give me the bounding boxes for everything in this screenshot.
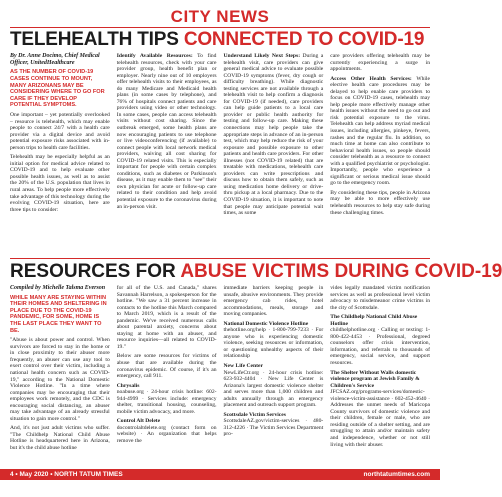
resource-name: The Shelter Without Walls domestic violence program at Jewish Family & Children's Service bbox=[330, 369, 420, 389]
para-text: During a telehealth visit, care providers can give general medical advice to evaluate possible COVID-19 symptoms (fever, dry cough or difficulty breathing). While diagnostic testing services are not available through a telehealth visit to help confirm a diagnosis for COVID-19 (if needed), care providers can help guide patients to a local care provider or public health authority for testing and follow-up care. Making these connections may help people take the appropriate steps in advance of an in-person test, which may help reduce the risk of your exposure and possible exposure to other patients and health care providers. For other illnesses (not COVID-19 related) that are treatable with medications, telehealth care providers can write prescriptions and discuss how to obtain them safely, such as using medication home delivery or drive-thru pickup at a local pharmacy. Due to the COVID-19 situation, it is important to note that people may anticipate potential wait times, as some bbox=[223, 53, 324, 217]
resource-details: thehotline.org/help · 1-800-799-7233 · For anyone who is experiencing domestic violence, seeking resources or information, or questioning unhealthy aspects of their relationship bbox=[223, 327, 324, 360]
article1-headline bbox=[10, 29, 430, 50]
article2-lead: WHILE MANY ARE STAYING WITHIN THEIR HOMES AND SHELTERING IN PLACE DUE TO THE COVID-19 PANDEMIC, FOR SOME, HOME IS THE LAST PLACE THEY WANT TO BE. bbox=[10, 294, 107, 334]
header-rule bbox=[10, 27, 430, 28]
article2-para: And, it's not just adult victims who suffer. "The Childhelp National Child Abuse Hotline is headquartered here in Arizona, but it's the child abuse hotline bbox=[10, 425, 110, 452]
article2-para: for all of the U.S. and Canada," shares Savannah Harrelson, a spokesperson for the hotline. "We saw a 31 percent increase in contacts to the hotline this March compared to March 2019, which is a result of the pandemic. We've received numerous calls about parental anxiety, concerns about staying at home with an abuser, and resource inquiries—all related to COVID-19." bbox=[116, 285, 217, 350]
article1-body bbox=[10, 53, 430, 255]
section-header: CITY NEWS bbox=[170, 7, 270, 26]
article2-para: vides legally mandated victim notification services as well as professional level victim advocacy to misdemeanor crime victims in the city of Scottsdale. bbox=[330, 285, 430, 311]
article2-para: "Abuse is about power and control. When survivors are forced to stay in the home or in close proximity to their abuser more frequently, an abuser can use any tool to exert control over their victim, including a national health concern such as COVID-19," according to the National Domestic Violence Hotline. "In a time where companies may be encouraging that their employees work remotely, and the CDC is encouraging social distancing, an abuser may take advantage of an already stressful situation to gain more control." bbox=[10, 337, 110, 422]
resource-name: Scottsdale Victim Services bbox=[223, 411, 286, 418]
page-footer bbox=[0, 469, 440, 480]
article2-headline bbox=[10, 261, 502, 282]
subhead: Identify Available Resources: bbox=[116, 53, 193, 59]
article1-para bbox=[330, 76, 430, 187]
article1-lead: AS THE NUMBER OF COVID-19 CASES CONTINUE TO MOUNT, MANY ARIZONANS MAY BE CONSIDERING WHERE TO GO FOR CARE IF THEY DEVELOP POTENTIAL SYMPTOMS. bbox=[10, 69, 105, 109]
article2-col-3 bbox=[224, 285, 324, 497]
resource-details: docontrolaltdelete.org (contact form on website) · An organization that helps remove the bbox=[116, 424, 217, 445]
resource-details: JFCSAZ.org/programs-services/domestic-violence-victim-assistance · 602-452-4640 · Addresses the unmet needs of Maricopa County survivors of domestic violence and their children, female or male, who are residing outside of a shelter setting, and are struggling to attain and/or maintain safety and independence, whether or not still living with their abuser. bbox=[330, 389, 430, 448]
footer-page-info: 4 • May 2020 • NORTH TATUM TIMES bbox=[10, 471, 123, 478]
resource-name: Control Alt Delete bbox=[116, 418, 161, 425]
article1-para: care providers offering telehealth may be currently experiencing a surge in appointments. bbox=[330, 53, 430, 73]
article2-para: Below are some resources for victims of abuse that are available during the coronavirus epidemic. Of course, if it's an emergency, call 911. bbox=[116, 353, 217, 380]
article1-col-3 bbox=[224, 53, 324, 255]
article1-col-2 bbox=[117, 53, 217, 255]
article1-headline-red: CONNECTED TO COVID-19 bbox=[183, 29, 425, 50]
article1-col-4 bbox=[330, 53, 430, 255]
resource-name: Chrysalis bbox=[116, 382, 140, 389]
resource-name: New Life Center bbox=[223, 363, 263, 370]
subhead: Understand Likely Next Steps: bbox=[223, 53, 301, 59]
top-band bbox=[0, 0, 440, 5]
article1-byline: By Dr. Anne Docimo, Chief Medical Officer, UnitedHealthcare bbox=[10, 53, 100, 66]
article2-col-2 bbox=[117, 285, 217, 497]
article1-para: One important – yet potentially overlooked – resource is telehealth, which may enable people to connect 24/7 with a health care provider via a digital device and avoid potential exposure risks associated with in-person trips to health care facilities. bbox=[10, 111, 110, 151]
article1-para bbox=[117, 53, 217, 210]
subhead: Access Other Health Services: bbox=[330, 75, 412, 82]
resource-details: childhelphotline.org · Calling or texting: 1-800-422-4453 · Professional, degreed counselors offer crisis intervention, information, and referrals to thousands of emergency, social service, and support resources. bbox=[330, 327, 430, 367]
resource-name: The Childhelp National Child Abuse Hotline bbox=[330, 314, 418, 327]
article1-para: Telehealth may be especially helpful as an initial option for medical advice related to COVID-19 and to help evaluate other possible health issues, as well as to assist the 20% of the U.S. population that lives in rural areas. To help people more effectively take advantage of this technology during the evolving COVID-19 situation, here are three tips to consider: bbox=[10, 154, 110, 213]
article2-byline: Compiled by Michelle Talsma Everson bbox=[10, 285, 106, 291]
resource-details: NewLifeCtr.org · 24-hour crisis hotline: 623-932-4404 · New Life Center is Arizona's largest domestic violence shelter and serves more than 1,000 children and adults annually through an emergency placement and outreach support program. bbox=[223, 369, 324, 409]
resource-details: ScottsdaleAZ.gov/victim-services · 480-312-4226 · The Victim Services Department pro- bbox=[223, 418, 324, 438]
footer-website-link[interactable]: northtatumtimes.com bbox=[363, 471, 430, 478]
resource-name: National Domestic Violence Hotline bbox=[223, 320, 309, 327]
article2-col-1 bbox=[10, 285, 110, 497]
article1-para: By considering these tips, people in Arizona may be able to more effectively use telehealth resources to help stay safe during these challenging times. bbox=[330, 189, 430, 216]
article2-col-4 bbox=[330, 285, 430, 497]
article2-headline-red: ABUSE VICTIMS DURING COVID-19 bbox=[180, 261, 502, 282]
article2-headline-black: RESOURCES FOR bbox=[10, 261, 176, 282]
article1-col-1 bbox=[10, 53, 110, 255]
article2-para: immediate barriers keeping people in unsafe, abusive environments. They provide emergency cab rides, hotel accommodations, meals, storage and moving companies. bbox=[223, 285, 324, 318]
para-text: While elective health care procedures may be delayed to help enable care providers to focus on COVID-19 cases, telehealth may help people more effectively manage other health issues without the need to go out and risk potential exposure to the virus. Telehealth can help address myriad medical issues, including allergies, pinkeye, fevers, rashes and the regular flu. In addition, so much time at home can also contribute to behavioral health issues, so people should consider telehealth as a resource to connect with a qualified psychiatrist or psychologist. Importantly, people who experience a significant or serious medical issue should go to the emergency room. bbox=[330, 75, 430, 187]
article1-headline-black: TELEHEALTH TIPS bbox=[10, 29, 179, 50]
section-rule bbox=[10, 258, 430, 259]
resource-details: noabuse.org · 24-hour crisis hotline: 602-944-4999 · Services include: emergency shelter, transitional housing, counseling, mobile victim advocacy, and more. bbox=[116, 389, 217, 415]
para-text: To find telehealth resources, check with your care provider group, health benefit plan or employer. Nearly nine out of 10 employers offer telehealth visits to their employees, as do many Medicare and Medicaid health plans (in some cases by telephone), and 76% of hospitals connect patients and care providers using video or other technology. In some cases, people can access telehealth visits without cost sharing. Since the outbreak emerged, some health plans are now encouraging patients to use telephone or live videoconferencing (if available) to connect people with local network medical providers, waiving all cost sharing for COVID-19 related visits. This is especially important for people with certain complex conditions, such as diabetes or Parkinson's disease, as it may enable them to "see" their own physician for acute or follow-up care related to their condition and help avoid potential exposure to the coronavirus during an in-person visit. bbox=[116, 53, 217, 210]
article2-body bbox=[10, 285, 430, 497]
article1-para bbox=[224, 53, 324, 217]
